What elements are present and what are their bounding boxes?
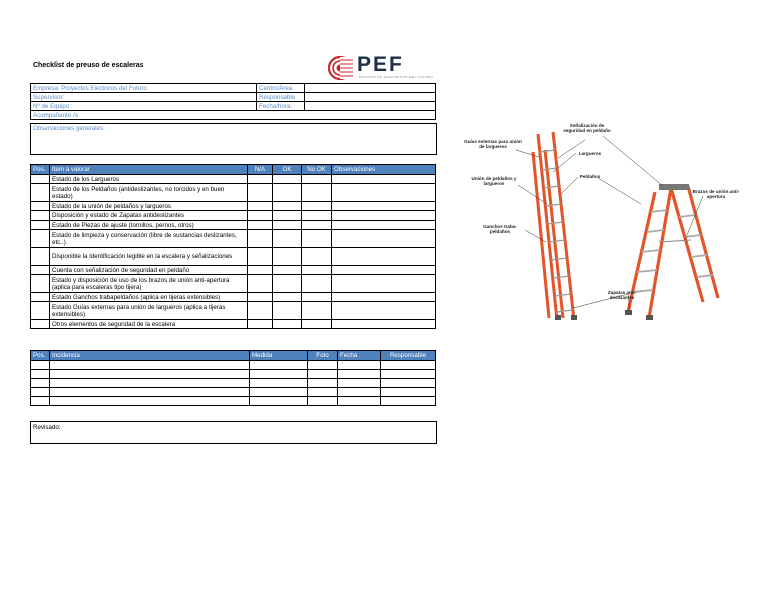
checklist-nook-cell[interactable]	[302, 266, 332, 275]
incidencia-cell[interactable]	[250, 397, 308, 406]
checklist-na-cell[interactable]	[248, 266, 273, 275]
revisado-box[interactable]	[30, 421, 437, 444]
checklist-obs-cell[interactable]	[332, 221, 436, 230]
checklist-ok-cell[interactable]	[273, 302, 302, 320]
incidencia-cell[interactable]	[50, 379, 250, 388]
inc-col-responsable: Responsable	[381, 351, 436, 361]
checklist-na-cell[interactable]	[248, 230, 273, 248]
checklist-ok-cell[interactable]	[273, 184, 302, 202]
fecha-hora-label: Fecha/hora:	[257, 102, 305, 111]
incidencia-cell[interactable]	[308, 370, 338, 379]
logo-subtitle: PROYECTOS ELECTRICOS DEL FUTURO	[359, 75, 434, 79]
checklist-item-label: Estado de los Peldaños (antideslizantes, no torcidos y en buen estado)	[50, 184, 248, 202]
checklist-pos-cell[interactable]	[31, 248, 50, 266]
inc-col-incidencia: Incidencia	[50, 351, 250, 361]
checklist-ok-cell[interactable]	[273, 211, 302, 221]
checklist-item-label: Estado de Piezas de ajuste (tornillos, pernos, otros)	[50, 221, 248, 230]
checklist-row	[31, 266, 436, 275]
checklist-item-label: Estado Guías externas para unión de largueros (aplica a tijeras extensibles)	[50, 302, 248, 320]
label-ganchos: Ganchos traba-peldaños	[483, 224, 517, 234]
incidencia-cell[interactable]	[338, 370, 381, 379]
incidencia-cell[interactable]	[381, 370, 436, 379]
checklist-row	[31, 320, 436, 329]
checklist-ok-cell[interactable]	[273, 266, 302, 275]
checklist-item-label: Disposición y estado de Zapatas antideslizantes	[50, 211, 248, 221]
checklist-na-cell[interactable]	[248, 248, 273, 266]
checklist-na-cell[interactable]	[248, 302, 273, 320]
incidencia-cell[interactable]	[50, 361, 250, 370]
responsable-field[interactable]	[305, 93, 436, 102]
checklist-nook-cell[interactable]	[302, 184, 332, 202]
checklist-pos-cell[interactable]	[31, 202, 50, 211]
col-observaciones: Observaciones	[332, 165, 436, 175]
equipo-label: Nº de Equipo :	[31, 102, 257, 111]
incidencia-row	[31, 388, 436, 397]
incidencia-row	[31, 397, 436, 406]
observaciones-box[interactable]	[30, 123, 437, 155]
extension-ladder	[533, 132, 574, 320]
incidencia-cell[interactable]	[31, 388, 50, 397]
label-union: Unión de peldaños y largueros	[471, 176, 517, 186]
checklist-pos-cell[interactable]	[31, 320, 50, 329]
incidencia-cell[interactable]	[381, 388, 436, 397]
checklist-ok-cell[interactable]	[273, 202, 302, 211]
label-brazos: Brazos de unión anti-apertura	[692, 189, 740, 199]
callout-lines	[516, 136, 703, 310]
checklist-item-label: Estado y disposición de uso de los brazos de unión anti-apertura (aplica para escaleras tipo tijera)	[50, 275, 248, 293]
incidencia-cell[interactable]	[338, 361, 381, 370]
checklist-item-label: Cuenta con señalización de seguridad en peldaño	[50, 266, 248, 275]
checklist-ok-cell[interactable]	[273, 275, 302, 293]
label-zapatas: Zapatas anti-deslizantes	[607, 290, 637, 300]
col-pos: Pos.	[31, 165, 50, 175]
incidencia-row	[31, 379, 436, 388]
incidencia-row	[31, 370, 436, 379]
incidencia-cell[interactable]	[31, 361, 50, 370]
incidencia-cell[interactable]	[50, 388, 250, 397]
responsable-label: Responsable	[257, 93, 305, 102]
checklist-item-label: Estado de la unión de peldaños y largueros	[50, 202, 248, 211]
checklist-row	[31, 175, 436, 184]
empresa-label: Empresa: Proyectos Electricos del Futuro	[31, 84, 257, 93]
incidencia-cell[interactable]	[250, 370, 308, 379]
checklist-row	[31, 302, 436, 320]
incidencia-cell[interactable]	[31, 397, 50, 406]
checklist-obs-cell[interactable]	[332, 302, 436, 320]
checklist-pos-cell[interactable]	[31, 221, 50, 230]
checklist-ok-cell[interactable]	[273, 320, 302, 329]
checklist-nook-cell[interactable]	[302, 211, 332, 221]
checklist-row	[31, 293, 436, 302]
checklist-nook-cell[interactable]	[302, 275, 332, 293]
checklist-nook-cell[interactable]	[302, 302, 332, 320]
incidencia-cell[interactable]	[338, 379, 381, 388]
checklist-pos-cell[interactable]	[31, 184, 50, 202]
incidencia-row	[31, 361, 436, 370]
inc-col-medida: Medida	[250, 351, 308, 361]
observaciones-label: Observaciones generales:	[33, 125, 105, 132]
checklist-na-cell[interactable]	[248, 184, 273, 202]
revisado-label: Revisado:	[33, 424, 61, 431]
checklist-na-cell[interactable]	[248, 275, 273, 293]
incidencia-cell[interactable]	[308, 361, 338, 370]
checklist-row	[31, 202, 436, 211]
supervisor-label: Supervisor:	[31, 93, 257, 102]
company-logo	[327, 55, 435, 81]
acompanante-label: Acompañante /s	[31, 111, 436, 120]
incidencia-cell[interactable]	[50, 397, 250, 406]
checklist-row	[31, 230, 436, 248]
inc-col-foto: Foto	[308, 351, 338, 361]
checklist-ok-cell[interactable]	[273, 293, 302, 302]
checklist-row	[31, 275, 436, 293]
checklist-item-label: Estado Ganchos trabapeldaños (aplica en tijeras extensibles)	[50, 293, 248, 302]
checklist-row	[31, 221, 436, 230]
centro-label: Centro/Área	[257, 84, 305, 93]
document-title: Checklist de preuso de escaleras	[33, 62, 144, 69]
incidencia-cell[interactable]	[381, 379, 436, 388]
checklist-pos-cell[interactable]	[31, 211, 50, 221]
col-item: Item a valorar	[50, 165, 248, 175]
incidencia-cell[interactable]	[250, 361, 308, 370]
incidencia-cell[interactable]	[31, 370, 50, 379]
checklist-item-label: Otros elementos de seguridad de la escalera	[50, 320, 248, 329]
inc-col-fecha: Fecha	[338, 351, 381, 361]
checklist-pos-cell[interactable]	[31, 230, 50, 248]
inc-col-pos: Pos.	[31, 351, 50, 361]
incidencia-cell[interactable]	[381, 397, 436, 406]
checklist-obs-cell[interactable]	[332, 175, 436, 184]
checklist-pos-cell[interactable]	[31, 302, 50, 320]
incidencia-cell[interactable]	[31, 379, 50, 388]
label-guias: Guías externas para unión de largueros	[464, 139, 522, 149]
logo-mark-icon	[327, 55, 355, 81]
checklist-nook-cell[interactable]	[302, 320, 332, 329]
step-ladder-steps	[633, 210, 713, 292]
incidencia-cell[interactable]	[50, 370, 250, 379]
checklist-nook-cell[interactable]	[302, 230, 332, 248]
logo-text: PEF	[357, 53, 404, 76]
checklist-pos-cell[interactable]	[31, 266, 50, 275]
incidencias-table	[30, 350, 436, 406]
incidencia-cell[interactable]	[381, 361, 436, 370]
incidencia-cell[interactable]	[308, 397, 338, 406]
checklist-na-cell[interactable]	[248, 211, 273, 221]
incidencia-cell[interactable]	[338, 397, 381, 406]
checklist-na-cell[interactable]	[248, 175, 273, 184]
checklist-ok-cell[interactable]	[273, 248, 302, 266]
checklist-na-cell[interactable]	[248, 202, 273, 211]
checklist-obs-cell[interactable]	[332, 248, 436, 266]
checklist-obs-cell[interactable]	[332, 275, 436, 293]
info-table	[30, 83, 436, 120]
checklist-row	[31, 184, 436, 202]
incidencia-cell[interactable]	[250, 388, 308, 397]
checklist-row	[31, 248, 436, 266]
checklist-pos-cell[interactable]	[31, 175, 50, 184]
checklist-na-cell[interactable]	[248, 293, 273, 302]
checklist-nook-cell[interactable]	[302, 221, 332, 230]
checklist-row	[31, 211, 436, 221]
label-largueros: Largueros	[578, 151, 602, 156]
checklist-obs-cell[interactable]	[332, 184, 436, 202]
checklist-nook-cell[interactable]	[302, 202, 332, 211]
checklist-obs-cell[interactable]	[332, 266, 436, 275]
checklist-item-label: Disponible la Identificación legible en la escalera y señalizaciones	[50, 248, 248, 266]
checklist-ok-cell[interactable]	[273, 221, 302, 230]
checklist-obs-cell[interactable]	[332, 211, 436, 221]
checklist-pos-cell[interactable]	[31, 293, 50, 302]
checklist-item-label: Estado de los Largueros	[50, 175, 248, 184]
checklist-pos-cell[interactable]	[31, 275, 50, 293]
label-peldanos: Peldaños	[579, 174, 601, 179]
col-nook: No OK	[302, 165, 332, 175]
incidencia-cell[interactable]	[250, 379, 308, 388]
incidencia-cell[interactable]	[308, 388, 338, 397]
checklist-obs-cell[interactable]	[332, 293, 436, 302]
checklist-nook-cell[interactable]	[302, 175, 332, 184]
checklist-obs-cell[interactable]	[332, 202, 436, 211]
incidencia-cell[interactable]	[338, 388, 381, 397]
ladder-illustration	[463, 122, 748, 322]
checklist-table	[30, 164, 436, 329]
col-na: N/A	[248, 165, 273, 175]
checklist-nook-cell[interactable]	[302, 293, 332, 302]
checklist-obs-cell[interactable]	[332, 230, 436, 248]
checklist-ok-cell[interactable]	[273, 175, 302, 184]
checklist-na-cell[interactable]	[248, 320, 273, 329]
checklist-item-label: Estado de limpieza y conservación (libre de sustancias deslizantes, etc..)	[50, 230, 248, 248]
incidencia-cell[interactable]	[308, 379, 338, 388]
checklist-obs-cell[interactable]	[332, 320, 436, 329]
centro-field[interactable]	[305, 84, 436, 93]
checklist-nook-cell[interactable]	[302, 248, 332, 266]
col-ok: OK	[273, 165, 302, 175]
checklist-na-cell[interactable]	[248, 221, 273, 230]
checklist-ok-cell[interactable]	[273, 230, 302, 248]
label-senalizacion: Señalización de seguridad en peldaño	[563, 123, 611, 133]
fecha-hora-field[interactable]	[305, 102, 436, 111]
